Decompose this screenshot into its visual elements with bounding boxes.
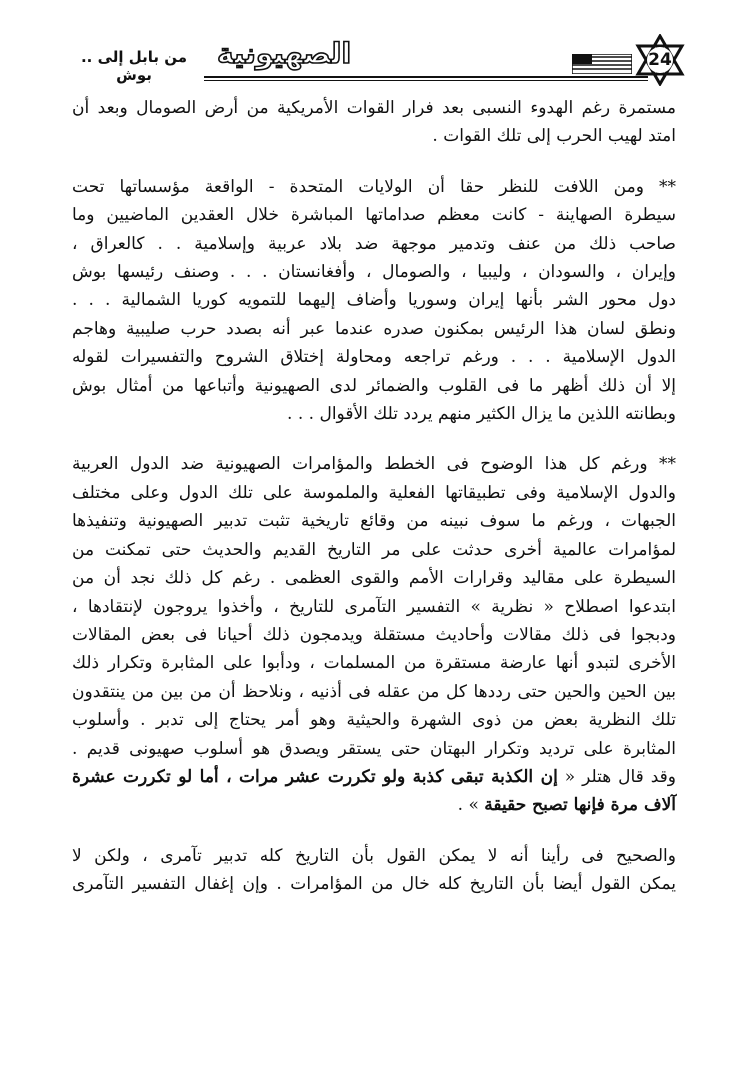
paragraph-2 [72,173,676,429]
quote-tail: » . [457,795,479,816]
text-line: بين الحين والحين حتى رددها كل من عقله فى أذنيه ، ونلاحظ أن من بين من ينتقدون [72,681,676,702]
text-line: دول محور الشر بأنها إيران وسوريا وأضاف إليهما للتمويه كوريا الشمالية . . . [72,290,676,311]
text-line: ابتدعوا اصطلاح « نظرية » التفسير التآمرى للتاريخ ، وأخذوا يروجون لإنتقادها ، [72,596,676,617]
page-body [72,94,676,921]
text-line: وإيران ، والسودان ، وليبيا ، والصومال ، وأفغانستان . . . وصنف رئيسها بوش [72,262,676,283]
text-line: لمؤامرات عالمية أخرى حدثت على مر التاريخ القديم والحديث حتى تمكنت من [72,539,676,560]
paragraph-1 [72,94,676,151]
text-line: والصحيح فى رأينا أنه لا يمكن القول بأن التاريخ كله تدبير تآمرى ، ولكن لا [72,845,676,866]
text-line: صاحب ذلك من عنف وتدمير موجهة ضد بلاد عربية وإسلامية . . كالعراق ، [72,233,676,254]
quote-line-end [72,791,676,819]
text-line: تلك النظرية بعض من ذوى الشهرة والحيثية وهو أمر يحتاج إلى تدبر . وأسلوب [72,710,676,731]
us-flag-icon [572,54,632,74]
text-line: المثابرة على ترديد وتكرار البهتان حتى يستقر ويصدق هو أسلوب صهيونى قديم . [72,738,676,759]
text-line: الدول الإسلامية . . . ورغم تراجعه ومحاولة إختلاق الشروح والتفسيرات لقوله [72,347,676,368]
text-line: الأخرى لتبدو أنها عارضة مستقرة من المسلمات ، ودأبوا على المثابرة وتكرار ذلك [72,653,676,674]
paragraph-3 [72,450,676,819]
quote-bold-text-end: آلاف مرة فإنها تصبح حقيقة [484,795,676,816]
text-line: امتد لهيب الحرب إلى تلك القوات . [432,126,676,147]
text-line: وبطانته اللذين ما يزال الكثير منهم يردد تلك الأقوال . . . [287,404,676,425]
text-line: ونطق لسان هذا الرئيس بمكنون صدره عندما عبر أنه بصدد حرب صليبية وهاجم [72,318,676,339]
page-number: 24 [648,50,672,70]
quote-lead: وقد قال هتلر « [564,766,676,787]
text-line: ** ورغم كل هذا الوضوح فى الخطط والمؤامرات الصهيونية ضد الدول العربية [72,454,676,475]
series-subtitle: .. من بابل إلى بوش [64,48,204,84]
text-line: سيطرة الصهاينة - كانت معظم صداماتها المباشرة خلال العقدين الماضيين وما [72,205,676,226]
text-line: ودبجوا فى ذلك مقالات وأحاديث مستقلة ويدمجون ذلك أحيانا فى بعض المقالات [72,624,676,645]
page-header [64,34,692,92]
page-number-badge [634,34,686,86]
quote-line [72,763,676,791]
text-line: والدول الإسلامية وفى تطبيقاتها الفعلية والملموسة على تلك الدول وعلى مختلف [72,482,676,503]
text-line: إلا أن ذلك أظهر ما فى القلوب والضمائر لدى الصهيونية وأتباعها من أمثال بوش [72,375,676,396]
text-line: السيطرة على مقاليد وقرارات الأمم والقوى العظمى . رغم كل ذلك نجد أن من [72,568,676,589]
series-title: الصهيونية [202,34,366,74]
paragraph-4 [72,842,676,899]
text-line: مستمرة رغم الهدوء النسبى بعد فرار القوات الأمريكية من أرض الصومال وبعد أن [72,98,676,118]
text-line: يمكن القول أيضا بأن التاريخ كله خال من المؤامرات . وإن إغفال التفسير التآمرى [72,874,677,895]
quote-bold-text: إن الكذبة تبقى كذبة ولو تكررت عشر مرات ، أما لو تكررت عشرة [72,766,558,787]
text-line: الجبهات ، ورغم ما سوف نبينه من وقائع تاريخية تثبت تدبير الصهيونية وتنفيذها [72,511,676,532]
text-line: ** ومن اللافت للنظر حقا أن الولايات المتحدة - الواقعة مؤسساتها تحت [72,176,676,197]
